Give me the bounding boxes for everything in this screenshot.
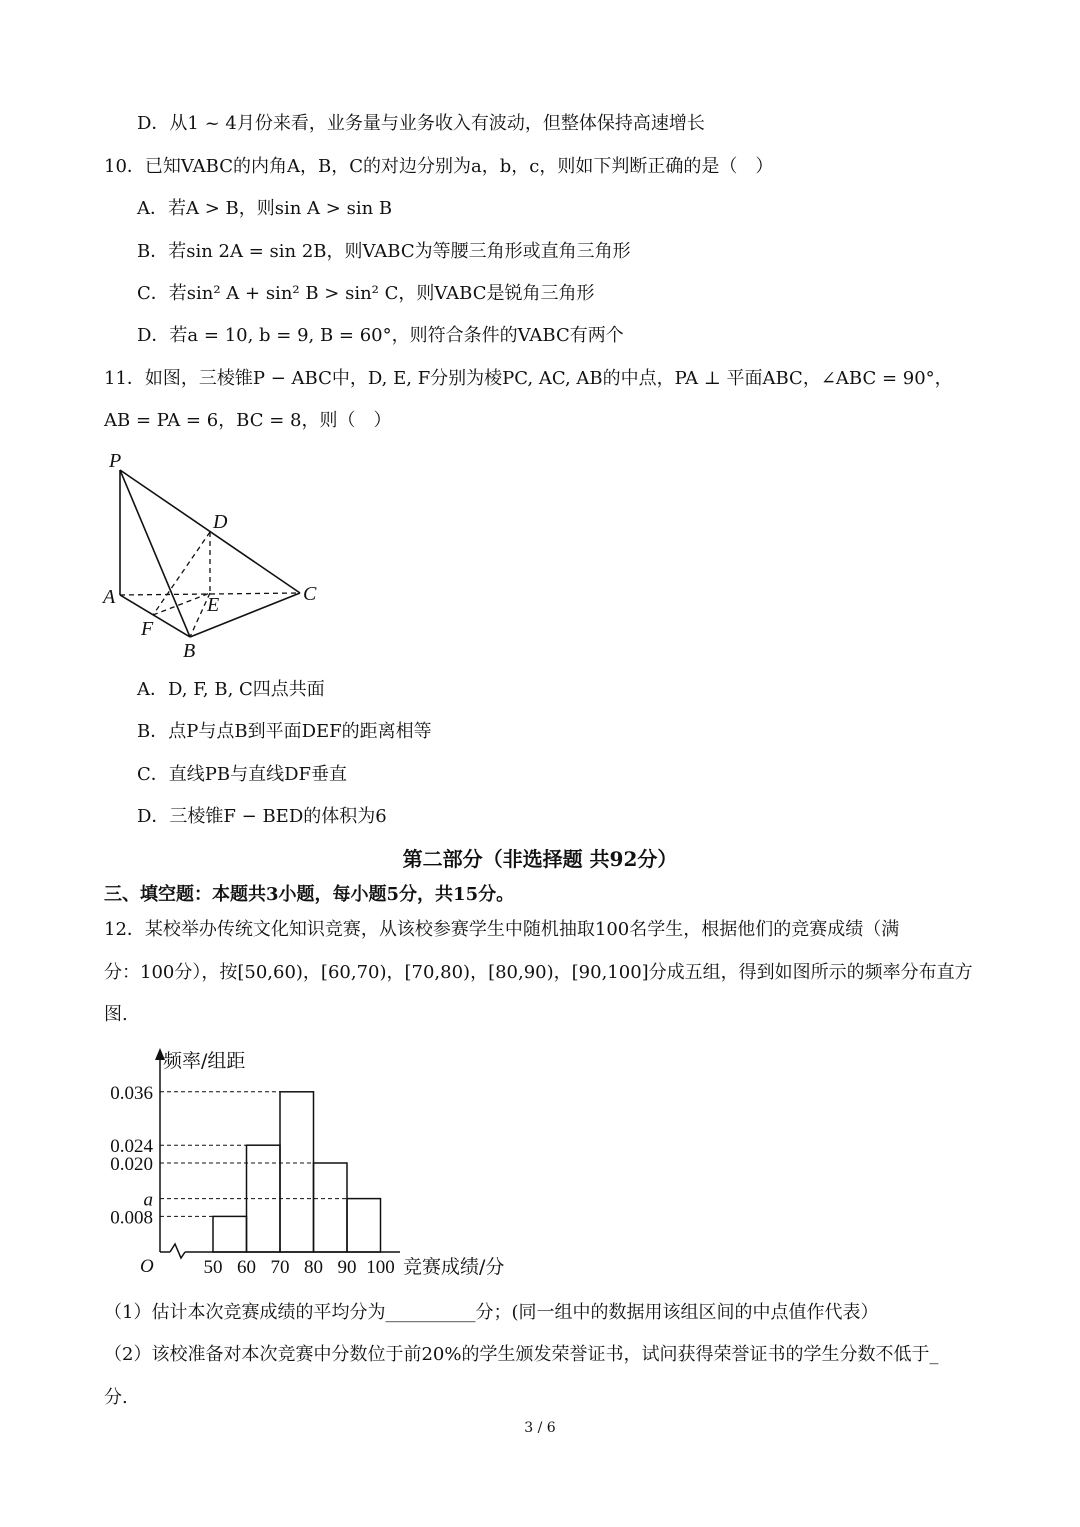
q10-stem: 10．已知VABC的内角A，B，C的对边分别为a，b，c，则如下判断正确的是（ ） <box>104 156 774 177</box>
x-tick-label: 50 <box>203 1257 223 1278</box>
x-tick-label: 80 <box>304 1257 323 1278</box>
q12-stem-line3: 图. <box>104 1004 128 1025</box>
x-tick-label: 70 <box>270 1257 290 1278</box>
frequency-histogram <box>95 1040 535 1285</box>
label-E: E <box>207 594 220 616</box>
q12-sub3: 分. <box>104 1387 128 1408</box>
y-tick-label: 0.020 <box>110 1154 153 1175</box>
histogram-bar <box>280 1092 314 1252</box>
q10-option-d: D．若a = 10, b = 9, B = 60°，则符合条件的VABC有两个 <box>137 325 624 346</box>
histogram-bar <box>314 1163 348 1252</box>
label-C: C <box>303 583 317 605</box>
page-number: 3 / 6 <box>524 1420 556 1436</box>
label-F: F <box>141 618 154 640</box>
q12-sub2: （2）该校准备对本次竞赛中分数位于前20%的学生颁发荣誉证书，试问获得荣誉证书的学生分数不低于_ <box>104 1344 939 1365</box>
q11-option-b: B．点P与点B到平面DEF的距离相等 <box>137 721 432 742</box>
q12-sub1: （1）估计本次竞赛成绩的平均分为__________分；(同一组中的数据用该组区间的中点值作代表） <box>104 1302 879 1323</box>
y-tick-label: 0.008 <box>110 1207 153 1229</box>
q11-option-c: C．直线PB与直线DF垂直 <box>137 764 348 785</box>
q11-stem-line2: AB = PA = 6，BC = 8，则（ ） <box>104 410 392 431</box>
label-P: P <box>109 450 122 472</box>
x-axis-label: 竞赛成绩/分 <box>403 1256 505 1278</box>
q11-stem-line1: 11．如图，三棱锥P − ABC中，D, E, F分别为棱PC, AC, AB的中点，PA ⊥ 平面ABC，∠ABC = 90°， <box>104 368 953 389</box>
label-D: D <box>213 511 228 533</box>
q11-option-a: A．D, F, B, C四点共面 <box>137 679 325 700</box>
q11-pyramid-figure <box>95 445 335 670</box>
label-A: A <box>103 586 116 608</box>
q12-stem-line2: 分：100分），按[50,60)，[60,70)，[70,80)，[80,90)，[90,100]分成五组，得到如图所示的频率分布直方 <box>104 962 973 983</box>
part2-heading: 第二部分（非选择题 共92分） <box>402 847 678 871</box>
q10-option-a: A．若A > B，则sin A > sin B <box>137 198 393 219</box>
y-tick-label: a <box>143 1189 153 1211</box>
histogram-bar <box>213 1216 247 1252</box>
y-tick-label: 0.024 <box>110 1136 153 1158</box>
q12-stem-line1: 12．某校举办传统文化知识竞赛，从该校参赛学生中随机抽取100名学生，根据他们的竞赛成绩（满 <box>104 919 900 940</box>
y-axis-label: 频率/组距 <box>163 1050 246 1072</box>
q9-option-d: D．从1 ~ 4月份来看，业务量与业务收入有波动，但整体保持高速增长 <box>137 113 705 134</box>
q10-option-b: B．若sin 2A = sin 2B，则VABC为等腰三角形或直角三角形 <box>137 241 631 262</box>
x-tick-label: 60 <box>237 1257 256 1278</box>
origin-label: O <box>140 1256 154 1277</box>
x-tick-label: 100 <box>366 1257 395 1278</box>
y-tick-label: 0.036 <box>110 1082 153 1104</box>
label-B: B <box>183 640 196 662</box>
x-tick-label: 90 <box>337 1257 357 1278</box>
q11-option-d: D．三棱锥F − BED的体积为6 <box>137 806 387 827</box>
histogram-bar <box>347 1199 381 1252</box>
section3-heading: 三、填空题：本题共3小题，每小题5分，共15分。 <box>104 884 515 905</box>
q10-option-c: C．若sin² A + sin² B > sin² C，则VABC是锐角三角形 <box>137 283 595 304</box>
